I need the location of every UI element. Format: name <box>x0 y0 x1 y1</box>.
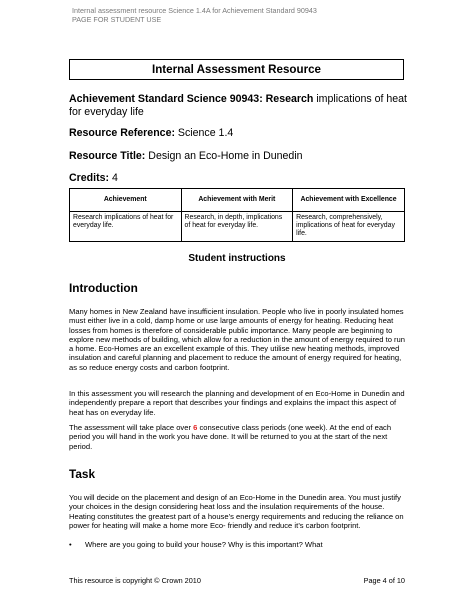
task-heading: Task <box>69 467 96 481</box>
task-bullet-item <box>69 540 411 549</box>
introduction-paragraph-3 <box>69 423 411 451</box>
standard-value: implications of heat for everyday life <box>69 93 408 118</box>
reference-label: Resource Reference: <box>69 127 175 139</box>
resource-reference <box>69 127 409 140</box>
credits-line <box>69 172 409 185</box>
duration-text-end: consecutive class periods (one week). At the end of each period you will hand in the work you have done. It will be returned to you at the start of the next period. <box>69 423 392 451</box>
page-number: Page 4 of 10 <box>363 576 405 585</box>
header-line-2: PAGE FOR STUDENT USE <box>72 15 162 24</box>
resource-title-line <box>69 150 409 163</box>
standard-label: Achievement Standard Science 90943: Research <box>69 93 314 105</box>
resource-title-box <box>69 59 404 80</box>
achievement-table <box>69 188 405 242</box>
column-header: Achievement with Excellence <box>293 189 405 212</box>
period-count: 6 <box>193 423 198 432</box>
column-header: Achievement with Merit <box>181 189 293 212</box>
resource-title-label: Resource Title: <box>69 150 146 162</box>
table-row <box>70 212 405 242</box>
credits-label: Credits: <box>69 172 110 184</box>
task-paragraph: You will decide on the placement and design of an Eco-Home in the Dunedin area. You must justify your choices in the design considering heat loss and the insulation requirements of the house. Heating constitutes the greatest part of a house’s energy requirements and reducing the reliance on power for heating will make a home more Eco- friendly and reduce it’s carbon footprint. <box>69 493 404 530</box>
header-line-1: Internal assessment resource Science 1.4A for Achievement Standard 90943 <box>72 6 317 15</box>
copyright-notice: This resource is copyright © Crown 2010 <box>69 576 201 585</box>
table-cell: Research implications of heat for everyday life. <box>70 212 182 242</box>
student-instructions-heading: Student instructions <box>188 253 286 264</box>
duration-text-start: The assessment will take place over <box>69 423 194 432</box>
introduction-paragraph-1: Many homes in New Zealand have insufficient insulation. People who live in poorly insulated homes must either live in a cold, damp home or use large amounts of energy for heating. Reducing heat losses from homes is therefore of considerable public importance. Many people are beginning to explore new methods of building, which allow for a reduction in the amount of energy required to run a home. Eco-Homes are an excellent example of this. They utilise new heating methods, improved insulation and careful planning and placement to reduce the amount of energy required for heating, as so reduce energy costs and carbon footprint. <box>69 307 406 372</box>
bullet-text: Where are you going to build your house? Why is this important? What <box>85 540 323 549</box>
introduction-heading: Introduction <box>69 281 138 295</box>
introduction-paragraph-2: In this assessment you will research the planning and development of en Eco-Home in Dunedin and independently prepare a report that describes your findings and explains the impact this aspect of heat has on everyday life. <box>69 389 405 417</box>
page-title: Internal Assessment Resource <box>151 63 322 76</box>
bullet-icon: • <box>69 540 72 549</box>
resource-title-value: Design an Eco-Home in Dunedin <box>145 150 303 162</box>
credits-value: 4 <box>109 172 118 184</box>
column-header: Achievement <box>70 189 182 212</box>
achievement-standard <box>69 93 409 119</box>
running-header <box>72 6 317 24</box>
table-cell: Research, comprehensively, implications of heat for everyday life. <box>293 212 405 242</box>
table-cell: Research, in depth, implications of heat for everyday life. <box>181 212 293 242</box>
page-footer <box>69 576 405 585</box>
reference-value: Science 1.4 <box>174 127 234 139</box>
table-header-row <box>70 189 405 212</box>
